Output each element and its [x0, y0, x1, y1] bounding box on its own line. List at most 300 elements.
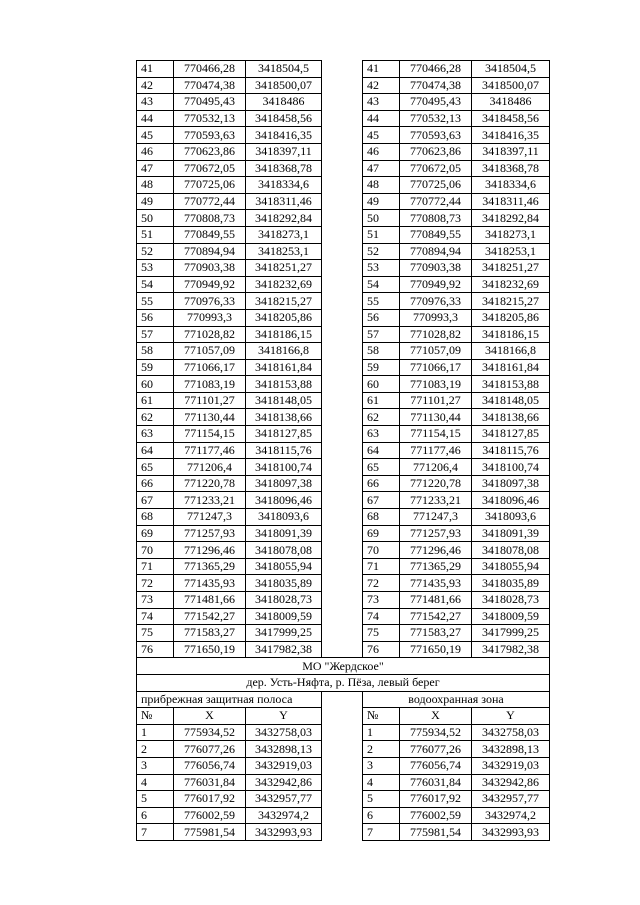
left-y-coordinate: 3418153,88	[246, 376, 322, 393]
bottom-coordinates-body	[137, 724, 550, 840]
column-gap	[322, 77, 363, 94]
left-point-number: 47	[137, 160, 174, 177]
left-x-coordinate: 770903,38	[174, 260, 246, 277]
left-y-coordinate: 3432993,93	[246, 824, 322, 841]
table-row	[137, 210, 550, 227]
column-gap	[322, 641, 363, 658]
right-point-number: 71	[363, 558, 400, 575]
column-gap	[322, 276, 363, 293]
right-point-number: 5	[363, 791, 400, 808]
top-coordinates-body	[137, 61, 550, 658]
right-zone-title: водоохранная зона	[363, 691, 550, 708]
column-gap	[322, 525, 363, 542]
right-x-coordinate: 771365,29	[400, 558, 472, 575]
left-x-coordinate: 776077,26	[174, 741, 246, 758]
right-y-coordinate: 3418115,76	[472, 442, 550, 459]
right-y-coordinate: 3432957,77	[472, 791, 550, 808]
left-x-coordinate: 771220,78	[174, 475, 246, 492]
left-point-number: 74	[137, 608, 174, 625]
right-x-coordinate: 770623,86	[400, 143, 472, 160]
right-point-number: 74	[363, 608, 400, 625]
right-point-number: 65	[363, 459, 400, 476]
left-y-coordinate: 3418028,73	[246, 592, 322, 609]
left-y-coordinate: 3418416,35	[246, 127, 322, 144]
column-gap	[322, 791, 363, 808]
left-x-coordinate: 771028,82	[174, 326, 246, 343]
right-x-coordinate: 771257,93	[400, 525, 472, 542]
left-x-coordinate: 775934,52	[174, 724, 246, 741]
place-title-row	[137, 674, 550, 691]
left-x-coordinate: 771583,27	[174, 625, 246, 642]
table-row	[137, 193, 550, 210]
left-point-number: 2	[137, 741, 174, 758]
left-x-coordinate: 771101,27	[174, 392, 246, 409]
table-row	[137, 509, 550, 526]
column-gap	[322, 160, 363, 177]
left-x-coordinate: 770623,86	[174, 143, 246, 160]
right-y-coordinate: 3418009,59	[472, 608, 550, 625]
left-point-number: 63	[137, 426, 174, 443]
left-y-coordinate: 3418127,85	[246, 426, 322, 443]
left-point-number: 71	[137, 558, 174, 575]
right-y-coordinate: 3418500,07	[472, 77, 550, 94]
left-y-coordinate: 3418096,46	[246, 492, 322, 509]
column-gap	[322, 326, 363, 343]
right-y-coordinate: 3418368,78	[472, 160, 550, 177]
right-y-coordinate: 3418292,84	[472, 210, 550, 227]
left-y-coordinate: 3418138,66	[246, 409, 322, 426]
column-gap	[322, 575, 363, 592]
column-gap	[322, 426, 363, 443]
right-y-coordinate: 3418093,6	[472, 509, 550, 526]
right-point-number: 2	[363, 741, 400, 758]
column-gap	[322, 492, 363, 509]
right-x-coordinate: 771028,82	[400, 326, 472, 343]
right-point-number: 48	[363, 177, 400, 194]
column-gap	[322, 210, 363, 227]
right-x-coordinate: 776056,74	[400, 757, 472, 774]
right-y-coordinate: 3418334,6	[472, 177, 550, 194]
left-x-coordinate: 770894,94	[174, 243, 246, 260]
left-y-coordinate: 3418368,78	[246, 160, 322, 177]
left-y-coordinate: 3432919,03	[246, 757, 322, 774]
table-row	[137, 426, 550, 443]
left-point-number: 55	[137, 293, 174, 310]
right-y-coordinate: 3418091,39	[472, 525, 550, 542]
right-y-coordinate: 3418138,66	[472, 409, 550, 426]
left-point-number: 59	[137, 359, 174, 376]
right-y-coordinate: 3418096,46	[472, 492, 550, 509]
right-y-coordinate: 3418161,84	[472, 359, 550, 376]
column-gap	[322, 94, 363, 111]
left-y-coordinate: 3418232,69	[246, 276, 322, 293]
right-y-coordinate: 3418397,11	[472, 143, 550, 160]
left-point-number: 76	[137, 641, 174, 658]
table-row	[137, 525, 550, 542]
left-x-coordinate: 771542,27	[174, 608, 246, 625]
right-point-number: 61	[363, 392, 400, 409]
right-x-coordinate: 770495,43	[400, 94, 472, 111]
right-point-number: 59	[363, 359, 400, 376]
left-point-number: 51	[137, 226, 174, 243]
left-x-coordinate: 770772,44	[174, 193, 246, 210]
column-gap	[322, 774, 363, 791]
left-point-number: 75	[137, 625, 174, 642]
left-point-number: 45	[137, 127, 174, 144]
table-row	[137, 724, 550, 741]
right-y-coordinate: 3418486	[472, 94, 550, 111]
right-y-coordinate: 3418127,85	[472, 426, 550, 443]
left-x-coordinate: 776031,84	[174, 774, 246, 791]
left-x-coordinate: 770725,06	[174, 177, 246, 194]
right-col-x: X	[400, 708, 472, 725]
left-y-coordinate: 3418148,05	[246, 392, 322, 409]
left-y-coordinate: 3418504,5	[246, 61, 322, 78]
right-y-coordinate: 3418148,05	[472, 392, 550, 409]
right-x-coordinate: 771083,19	[400, 376, 472, 393]
right-x-coordinate: 770466,28	[400, 61, 472, 78]
left-y-coordinate: 3418251,27	[246, 260, 322, 277]
left-x-coordinate: 771365,29	[174, 558, 246, 575]
left-col-x: X	[174, 708, 246, 725]
left-point-number: 66	[137, 475, 174, 492]
left-y-coordinate: 3418334,6	[246, 177, 322, 194]
table-row	[137, 741, 550, 758]
right-point-number: 58	[363, 343, 400, 360]
coordinates-table	[136, 60, 550, 841]
table-row	[137, 309, 550, 326]
left-y-coordinate: 3418055,94	[246, 558, 322, 575]
right-point-number: 57	[363, 326, 400, 343]
left-point-number: 52	[137, 243, 174, 260]
table-row	[137, 625, 550, 642]
table-row	[137, 260, 550, 277]
right-y-coordinate: 3418035,89	[472, 575, 550, 592]
right-point-number: 63	[363, 426, 400, 443]
right-x-coordinate: 770593,63	[400, 127, 472, 144]
right-point-number: 69	[363, 525, 400, 542]
left-x-coordinate: 771435,93	[174, 575, 246, 592]
column-gap	[322, 691, 363, 708]
left-x-coordinate: 770495,43	[174, 94, 246, 111]
column-gap	[322, 226, 363, 243]
table-row	[137, 492, 550, 509]
column-gap	[322, 61, 363, 78]
right-y-coordinate: 3418458,56	[472, 110, 550, 127]
left-x-coordinate: 771257,93	[174, 525, 246, 542]
left-y-coordinate: 3418397,11	[246, 143, 322, 160]
column-gap	[322, 724, 363, 741]
place-title: дер. Усть-Няфта, р. Пёза, левый берег	[137, 674, 550, 691]
table-row	[137, 774, 550, 791]
right-point-number: 62	[363, 409, 400, 426]
table-row	[137, 558, 550, 575]
left-x-coordinate: 775981,54	[174, 824, 246, 841]
right-x-coordinate: 771233,21	[400, 492, 472, 509]
section-header	[137, 658, 550, 724]
table-row	[137, 61, 550, 78]
left-y-coordinate: 3418205,86	[246, 309, 322, 326]
right-point-number: 50	[363, 210, 400, 227]
left-y-coordinate: 3418500,07	[246, 77, 322, 94]
mo-title: МО "Жердское"	[137, 658, 550, 675]
right-x-coordinate: 771542,27	[400, 608, 472, 625]
right-point-number: 1	[363, 724, 400, 741]
column-gap	[322, 708, 363, 725]
right-point-number: 47	[363, 160, 400, 177]
column-gap	[322, 110, 363, 127]
right-point-number: 73	[363, 592, 400, 609]
table-row	[137, 575, 550, 592]
left-point-number: 57	[137, 326, 174, 343]
table-row	[137, 110, 550, 127]
left-y-coordinate: 3418093,6	[246, 509, 322, 526]
left-point-number: 58	[137, 343, 174, 360]
column-gap	[322, 757, 363, 774]
left-y-coordinate: 3417999,25	[246, 625, 322, 642]
table-row	[137, 77, 550, 94]
right-y-coordinate: 3418504,5	[472, 61, 550, 78]
right-point-number: 53	[363, 260, 400, 277]
right-x-coordinate: 770532,13	[400, 110, 472, 127]
right-point-number: 66	[363, 475, 400, 492]
left-y-coordinate: 3432974,2	[246, 807, 322, 824]
left-y-coordinate: 3418091,39	[246, 525, 322, 542]
right-point-number: 6	[363, 807, 400, 824]
left-y-coordinate: 3418166,8	[246, 343, 322, 360]
table-row	[137, 376, 550, 393]
column-gap	[322, 359, 363, 376]
column-gap	[322, 459, 363, 476]
table-row	[137, 807, 550, 824]
left-y-coordinate: 3418458,56	[246, 110, 322, 127]
right-x-coordinate: 771583,27	[400, 625, 472, 642]
left-x-coordinate: 770949,92	[174, 276, 246, 293]
left-point-number: 61	[137, 392, 174, 409]
left-y-coordinate: 3418311,46	[246, 193, 322, 210]
table-row	[137, 160, 550, 177]
left-y-coordinate: 3418161,84	[246, 359, 322, 376]
right-x-coordinate: 771650,19	[400, 641, 472, 658]
right-y-coordinate: 3418253,1	[472, 243, 550, 260]
right-x-coordinate: 771220,78	[400, 475, 472, 492]
left-y-coordinate: 3418253,1	[246, 243, 322, 260]
left-x-coordinate: 771083,19	[174, 376, 246, 393]
left-point-number: 60	[137, 376, 174, 393]
right-y-coordinate: 3418186,15	[472, 326, 550, 343]
left-x-coordinate: 771154,15	[174, 426, 246, 443]
left-point-number: 62	[137, 409, 174, 426]
left-point-number: 44	[137, 110, 174, 127]
column-gap	[322, 824, 363, 841]
table-row	[137, 459, 550, 476]
right-x-coordinate: 770894,94	[400, 243, 472, 260]
left-x-coordinate: 776002,59	[174, 807, 246, 824]
left-zone-title: прибрежная защитная полоса	[137, 691, 322, 708]
column-gap	[322, 592, 363, 609]
table-row	[137, 442, 550, 459]
right-point-number: 56	[363, 309, 400, 326]
right-point-number: 72	[363, 575, 400, 592]
left-point-number: 67	[137, 492, 174, 509]
mo-title-row	[137, 658, 550, 675]
right-x-coordinate: 776031,84	[400, 774, 472, 791]
left-point-number: 7	[137, 824, 174, 841]
right-x-coordinate: 770993,3	[400, 309, 472, 326]
right-x-coordinate: 770725,06	[400, 177, 472, 194]
column-gap	[322, 193, 363, 210]
right-y-coordinate: 3418311,46	[472, 193, 550, 210]
left-x-coordinate: 771066,17	[174, 359, 246, 376]
left-col-y: Y	[246, 708, 322, 725]
column-gap	[322, 293, 363, 310]
column-gap	[322, 343, 363, 360]
left-x-coordinate: 771057,09	[174, 343, 246, 360]
left-x-coordinate: 771247,3	[174, 509, 246, 526]
column-gap	[322, 143, 363, 160]
table-row	[137, 409, 550, 426]
right-col-no: №	[363, 708, 400, 725]
right-x-coordinate: 771066,17	[400, 359, 472, 376]
left-point-number: 73	[137, 592, 174, 609]
column-gap	[322, 260, 363, 277]
left-x-coordinate: 771206,4	[174, 459, 246, 476]
right-x-coordinate: 770949,92	[400, 276, 472, 293]
left-point-number: 50	[137, 210, 174, 227]
left-point-number: 42	[137, 77, 174, 94]
right-point-number: 4	[363, 774, 400, 791]
right-y-coordinate: 3418215,27	[472, 293, 550, 310]
left-x-coordinate: 770474,38	[174, 77, 246, 94]
left-y-coordinate: 3432898,13	[246, 741, 322, 758]
left-point-number: 49	[137, 193, 174, 210]
right-x-coordinate: 770976,33	[400, 293, 472, 310]
right-point-number: 43	[363, 94, 400, 111]
right-x-coordinate: 771130,44	[400, 409, 472, 426]
column-gap	[322, 127, 363, 144]
left-y-coordinate: 3418186,15	[246, 326, 322, 343]
left-x-coordinate: 770466,28	[174, 61, 246, 78]
table-row	[137, 127, 550, 144]
column-gap	[322, 392, 363, 409]
right-x-coordinate: 770808,73	[400, 210, 472, 227]
column-gap	[322, 542, 363, 559]
left-x-coordinate: 771130,44	[174, 409, 246, 426]
left-y-coordinate: 3418097,38	[246, 475, 322, 492]
right-y-coordinate: 3418028,73	[472, 592, 550, 609]
table-row	[137, 641, 550, 658]
left-x-coordinate: 776017,92	[174, 791, 246, 808]
right-point-number: 46	[363, 143, 400, 160]
column-gap	[322, 509, 363, 526]
right-point-number: 55	[363, 293, 400, 310]
column-gap	[322, 409, 363, 426]
right-y-coordinate: 3432974,2	[472, 807, 550, 824]
right-point-number: 3	[363, 757, 400, 774]
right-y-coordinate: 3432942,86	[472, 774, 550, 791]
left-x-coordinate: 770672,05	[174, 160, 246, 177]
left-x-coordinate: 771233,21	[174, 492, 246, 509]
left-point-number: 68	[137, 509, 174, 526]
table-row	[137, 757, 550, 774]
right-x-coordinate: 771154,15	[400, 426, 472, 443]
left-x-coordinate: 770593,63	[174, 127, 246, 144]
right-point-number: 67	[363, 492, 400, 509]
left-point-number: 48	[137, 177, 174, 194]
right-y-coordinate: 3418100,74	[472, 459, 550, 476]
right-point-number: 52	[363, 243, 400, 260]
table-row	[137, 293, 550, 310]
right-y-coordinate: 3432898,13	[472, 741, 550, 758]
table-row	[137, 824, 550, 841]
column-gap	[322, 741, 363, 758]
table-row	[137, 791, 550, 808]
right-y-coordinate: 3418153,88	[472, 376, 550, 393]
left-point-number: 3	[137, 757, 174, 774]
left-x-coordinate: 770993,3	[174, 309, 246, 326]
left-y-coordinate: 3417982,38	[246, 641, 322, 658]
right-point-number: 60	[363, 376, 400, 393]
table-row	[137, 226, 550, 243]
left-x-coordinate: 770532,13	[174, 110, 246, 127]
right-x-coordinate: 775934,52	[400, 724, 472, 741]
right-point-number: 54	[363, 276, 400, 293]
left-y-coordinate: 3432942,86	[246, 774, 322, 791]
right-y-coordinate: 3418055,94	[472, 558, 550, 575]
right-y-coordinate: 3432993,93	[472, 824, 550, 841]
right-point-number: 45	[363, 127, 400, 144]
right-y-coordinate: 3418205,86	[472, 309, 550, 326]
left-point-number: 64	[137, 442, 174, 459]
right-point-number: 75	[363, 625, 400, 642]
right-point-number: 51	[363, 226, 400, 243]
right-y-coordinate: 3418166,8	[472, 343, 550, 360]
table-row	[137, 343, 550, 360]
left-point-number: 70	[137, 542, 174, 559]
column-gap	[322, 608, 363, 625]
left-point-number: 53	[137, 260, 174, 277]
left-point-number: 1	[137, 724, 174, 741]
left-y-coordinate: 3418273,1	[246, 226, 322, 243]
left-col-no: №	[137, 708, 174, 725]
right-x-coordinate: 770672,05	[400, 160, 472, 177]
table-row	[137, 359, 550, 376]
table-row	[137, 592, 550, 609]
table-row	[137, 542, 550, 559]
right-x-coordinate: 771057,09	[400, 343, 472, 360]
left-y-coordinate: 3418486	[246, 94, 322, 111]
left-point-number: 5	[137, 791, 174, 808]
right-y-coordinate: 3418273,1	[472, 226, 550, 243]
left-point-number: 69	[137, 525, 174, 542]
table-row	[137, 326, 550, 343]
table-row	[137, 143, 550, 160]
right-point-number: 68	[363, 509, 400, 526]
right-point-number: 42	[363, 77, 400, 94]
column-header-row	[137, 708, 550, 725]
table-row	[137, 94, 550, 111]
left-x-coordinate: 771177,46	[174, 442, 246, 459]
right-x-coordinate: 771101,27	[400, 392, 472, 409]
right-x-coordinate: 776017,92	[400, 791, 472, 808]
right-y-coordinate: 3418232,69	[472, 276, 550, 293]
right-x-coordinate: 776077,26	[400, 741, 472, 758]
right-x-coordinate: 771481,66	[400, 592, 472, 609]
right-point-number: 44	[363, 110, 400, 127]
column-gap	[322, 309, 363, 326]
right-y-coordinate: 3418416,35	[472, 127, 550, 144]
right-point-number: 49	[363, 193, 400, 210]
